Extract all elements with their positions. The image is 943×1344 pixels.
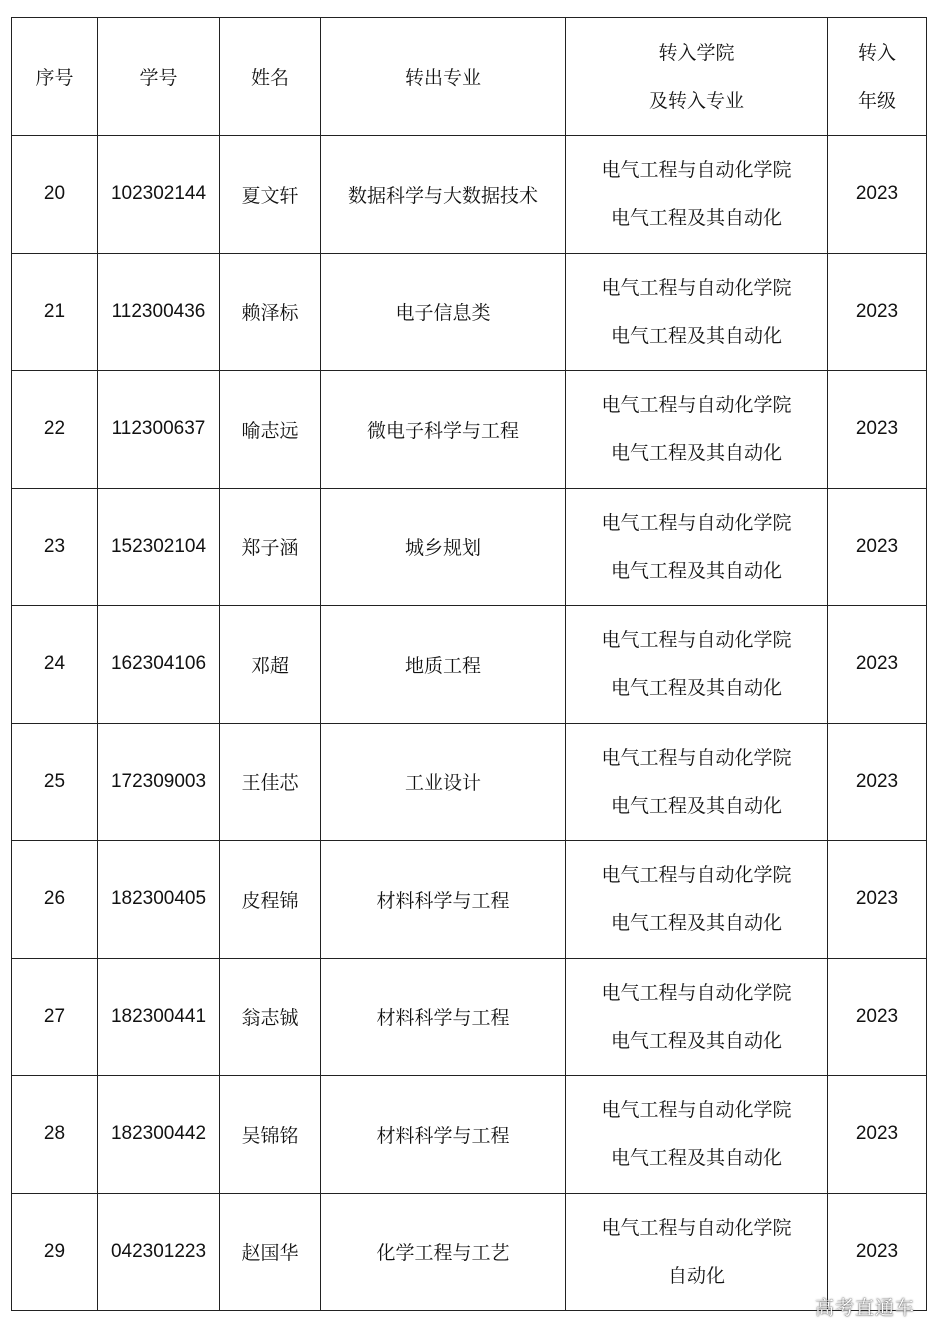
cell-to-college [566,606,828,724]
cell-from-major: 材料科学与工程 [321,1076,566,1194]
cell-student-id: 042301223 [98,1193,220,1311]
cell-name: 夏文轩 [220,136,321,254]
cell-student-id: 152302104 [98,488,220,606]
cell-major: 电气工程及其自动化 [610,794,782,817]
cell-student-id: 112300436 [98,253,220,371]
cell-to-college [566,958,828,1076]
table-body [12,136,927,1311]
cell-from-major: 地质工程 [321,606,566,724]
cell-college: 电气工程与自动化学院 [601,1099,792,1122]
cell-seq: 26 [12,841,98,959]
cell-college: 电气工程与自动化学院 [601,394,792,417]
table-header-row [12,18,927,136]
cell-major: 电气工程及其自动化 [610,677,782,700]
cell-college: 电气工程与自动化学院 [601,629,792,652]
cell-major: 电气工程及其自动化 [610,442,782,465]
table-row [12,841,927,959]
cell-from-major: 材料科学与工程 [321,841,566,959]
cell-major: 自动化 [667,1264,725,1287]
header-year-line2: 年级 [857,89,896,112]
cell-seq: 23 [12,488,98,606]
cell-college: 电气工程与自动化学院 [601,276,792,299]
cell-seq: 28 [12,1076,98,1194]
cell-name: 翁志铖 [220,958,321,1076]
table-row [12,253,927,371]
cell-name: 赖泽标 [220,253,321,371]
table-row [12,136,927,254]
cell-major: 电气工程及其自动化 [610,324,782,347]
cell-student-id: 182300442 [98,1076,220,1194]
table-row [12,1076,927,1194]
cell-to-college [566,253,828,371]
cell-from-major: 化学工程与工艺 [321,1193,566,1311]
header-seq: 序号 [12,18,98,136]
cell-seq: 27 [12,958,98,1076]
cell-seq: 20 [12,136,98,254]
cell-name: 皮程锦 [220,841,321,959]
table-row [12,723,927,841]
header-student-id: 学号 [98,18,220,136]
header-year [828,18,927,136]
cell-year: 2023 [828,606,927,724]
cell-to-college [566,488,828,606]
cell-name: 吴锦铭 [220,1076,321,1194]
cell-major: 电气工程及其自动化 [610,559,782,582]
cell-college: 电气工程与自动化学院 [601,746,792,769]
cell-student-id: 102302144 [98,136,220,254]
cell-from-major: 电子信息类 [321,253,566,371]
cell-to-college [566,841,828,959]
cell-name: 喻志远 [220,371,321,489]
cell-year: 2023 [828,723,927,841]
cell-name: 郑子涵 [220,488,321,606]
cell-year: 2023 [828,1076,927,1194]
cell-name: 赵国华 [220,1193,321,1311]
cell-to-college [566,136,828,254]
cell-seq: 24 [12,606,98,724]
cell-name: 王佳芯 [220,723,321,841]
cell-to-college [566,371,828,489]
cell-seq: 21 [12,253,98,371]
cell-student-id: 172309003 [98,723,220,841]
cell-seq: 22 [12,371,98,489]
header-to-college-line1: 转入学院 [658,41,735,64]
cell-student-id: 182300405 [98,841,220,959]
cell-major: 电气工程及其自动化 [610,207,782,230]
cell-student-id: 182300441 [98,958,220,1076]
cell-year: 2023 [828,488,927,606]
cell-major: 电气工程及其自动化 [610,1147,782,1170]
cell-seq: 25 [12,723,98,841]
cell-year: 2023 [828,1193,927,1311]
cell-college: 电气工程与自动化学院 [601,1216,792,1239]
cell-year: 2023 [828,958,927,1076]
cell-year: 2023 [828,371,927,489]
cell-college: 电气工程与自动化学院 [601,981,792,1004]
cell-seq: 29 [12,1193,98,1311]
cell-name: 邓超 [220,606,321,724]
cell-from-major: 材料科学与工程 [321,958,566,1076]
table-row [12,488,927,606]
cell-student-id: 112300637 [98,371,220,489]
cell-to-college [566,1193,828,1311]
cell-from-major: 工业设计 [321,723,566,841]
cell-college: 电气工程与自动化学院 [601,511,792,534]
cell-major: 电气工程及其自动化 [610,912,782,935]
cell-from-major: 城乡规划 [321,488,566,606]
cell-college: 电气工程与自动化学院 [601,159,792,182]
table-row [12,606,927,724]
cell-year: 2023 [828,841,927,959]
cell-to-college [566,1076,828,1194]
cell-from-major: 微电子科学与工程 [321,371,566,489]
cell-year: 2023 [828,253,927,371]
watermark: 高考直通车 [814,1297,915,1319]
cell-college: 电气工程与自动化学院 [601,864,792,887]
header-to-college [566,18,828,136]
cell-major: 电气工程及其自动化 [610,1029,782,1052]
table-row [12,1193,927,1311]
header-name: 姓名 [220,18,321,136]
transfer-table [11,17,927,1311]
header-year-line1: 转入 [857,41,896,64]
cell-student-id: 162304106 [98,606,220,724]
cell-to-college [566,723,828,841]
cell-from-major: 数据科学与大数据技术 [321,136,566,254]
header-from-major: 转出专业 [321,18,566,136]
cell-year: 2023 [828,136,927,254]
header-to-college-line2: 及转入专业 [648,89,744,112]
table-row [12,371,927,489]
table-row [12,958,927,1076]
